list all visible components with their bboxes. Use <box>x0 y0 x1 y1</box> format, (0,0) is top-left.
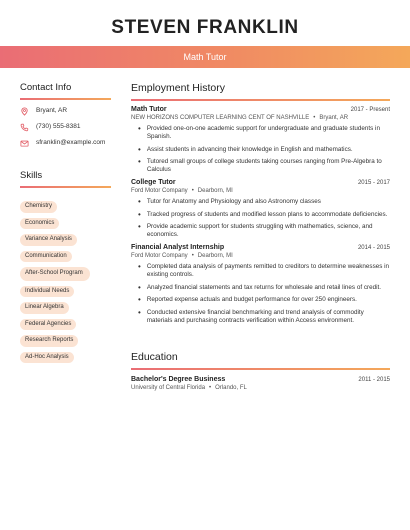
skill-chip: After-School Program <box>20 267 90 281</box>
bullet-item: • Provided one-on-one academic support for undergraduate and graduate students in Spanish. <box>138 125 390 141</box>
skill-chip: Federal Agencies <box>20 319 76 331</box>
job-company: NEW HORIZONS COMPUTER LEARNING CENT OF NASHVILLE <box>131 115 310 121</box>
job-title: Math Tutor <box>131 106 167 113</box>
candidate-name: STEVEN FRANKLIN <box>111 17 299 38</box>
email-icon <box>20 139 29 148</box>
job-title: College Tutor <box>131 179 176 186</box>
education-school: University of Central Florida • Orlando, FL <box>131 384 247 391</box>
contact-phone <box>20 123 111 132</box>
bullet-item: • Provide academic support for students struggling with mathematics, science, and economics. <box>138 223 390 239</box>
sidebar <box>20 82 111 368</box>
contact-heading: Contact Info <box>20 82 111 100</box>
contact-email-text: sfranklin@example.com <box>36 139 106 146</box>
contact-location <box>20 107 111 116</box>
job-location: Dearborn, MI <box>197 253 233 259</box>
skill-chip: Individual Needs <box>20 286 74 298</box>
job-dates: 2017 - Present <box>350 107 390 113</box>
job-location: Bryant, AR <box>319 115 349 121</box>
job-entry <box>131 244 390 325</box>
bullet-item: • Completed data analysis of payments remitted to creditors to determine weaknesses in existing controls. <box>138 263 390 279</box>
job-dates: 2014 - 2015 <box>357 245 390 251</box>
job-employer: Ford Motor Company • Dearborn, MI <box>131 188 233 194</box>
skill-chip: Research Reports <box>20 335 78 347</box>
title-banner <box>0 46 410 68</box>
job-entry <box>131 179 390 239</box>
job-employer: NEW HORIZONS COMPUTER LEARNING CENT OF NASHVILLE • Bryant, AR <box>131 115 349 121</box>
job-bullets <box>138 263 390 325</box>
job-title-label: Math Tutor <box>183 52 227 62</box>
skill-chip: Chemistry <box>20 201 57 213</box>
education-entry <box>131 376 390 391</box>
bullet-item: • Analyzed financial statements and tax returns for wholesale and retail lines of credit. <box>138 284 390 292</box>
job-location: Dearborn, MI <box>197 188 233 194</box>
skill-chip: Economics <box>20 218 59 230</box>
school-location: Orlando, FL <box>215 384 247 391</box>
education-heading: Education <box>131 351 390 370</box>
school-name: University of Central Florida <box>131 384 206 391</box>
contact-email <box>20 139 111 148</box>
job-title: Financial Analyst Internship <box>131 244 225 251</box>
skill-chip: Variance Analysis <box>20 234 77 246</box>
bullet-item: • Reported expense actuals and budget performance for over 250 engineers. <box>138 296 390 304</box>
contact-location-text: Bryant, AR <box>36 107 68 114</box>
location-pin-icon <box>20 107 29 116</box>
job-bullets <box>138 198 390 239</box>
bullet-item: • Conducted extensive financial benchmarking and trend analysis of commodity materials and purchasing contracts verification within Access environment. <box>138 309 390 325</box>
bullet-item: • Tutor for Anatomy and Physiology and also Astronomy classes <box>138 198 390 206</box>
job-company: Ford Motor Company <box>131 253 188 259</box>
job-company: Ford Motor Company <box>131 188 188 194</box>
main-content <box>131 82 390 391</box>
contact-list <box>20 107 111 148</box>
job-dates: 2015 - 2017 <box>357 180 390 186</box>
skills-list <box>20 201 111 363</box>
contact-phone-text: (730) 555-8381 <box>36 123 81 130</box>
degree-title: Bachelor's Degree Business <box>131 375 226 383</box>
education-dates: 2011 - 2015 <box>358 376 390 383</box>
skills-heading: Skills <box>20 170 111 188</box>
bullet-item: • Tracked progress of students and modified lesson plans to accommodate deficiencies. <box>138 211 390 219</box>
phone-icon <box>20 123 29 132</box>
skill-chip: Communication <box>20 251 72 263</box>
bullet-item: • Tutored small groups of college students taking courses ranging from Pre-Algebra to Calculus <box>138 158 390 174</box>
bullet-item: • Assist students in advancing their knowledge in English and mathematics. <box>138 146 390 154</box>
job-bullets <box>138 125 390 174</box>
job-entry <box>131 106 390 174</box>
employment-heading: Employment History <box>131 82 390 101</box>
job-employer: Ford Motor Company • Dearborn, MI <box>131 253 233 259</box>
skill-chip: Ad-Hoc Analysis <box>20 352 74 364</box>
skill-chip: Linear Algebra <box>20 302 69 314</box>
